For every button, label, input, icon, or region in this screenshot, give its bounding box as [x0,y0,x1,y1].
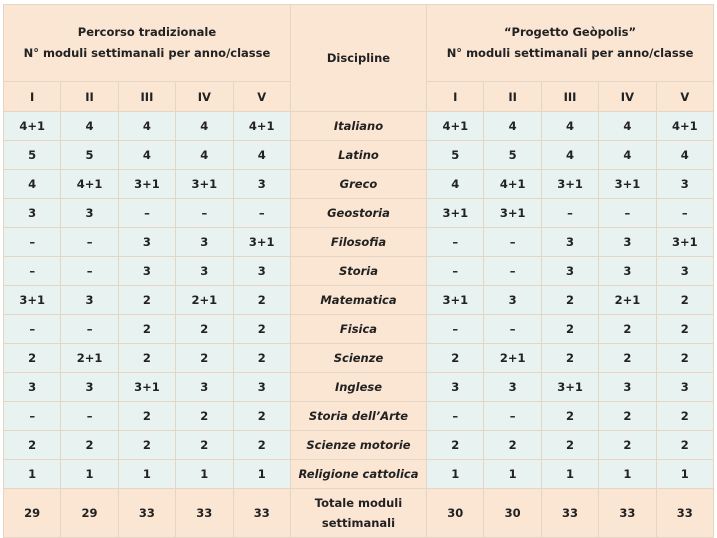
geopolis-cell: 3 [541,257,598,286]
geopolis-cell: 2 [599,402,656,431]
geopolis-cell: 3 [541,228,598,257]
traditional-title: Percorso tradizionale [77,25,217,39]
geo-year-2: II [484,82,541,112]
total-row [4,489,714,538]
table-row [4,431,714,460]
geopolis-cell: 33 [656,489,713,538]
geopolis-cell: 2 [484,431,541,460]
traditional-subtitle: N° moduli settimanali per anno/classe [23,46,271,60]
geopolis-cell: 4 [541,141,598,170]
traditional-cell: – [4,257,61,286]
geopolis-cell: 2 [599,431,656,460]
traditional-cell: – [61,228,118,257]
geopolis-cell: 2 [656,344,713,373]
geopolis-cell: 3+1 [427,286,484,315]
geopolis-cell: 2 [656,315,713,344]
geopolis-cell: 2 [541,315,598,344]
traditional-cell: 3 [176,257,233,286]
traditional-cell: 2+1 [176,286,233,315]
geopolis-cell: 33 [541,489,598,538]
discipline-name: Storia [290,257,426,286]
table-row [4,141,714,170]
traditional-cell: 2 [118,344,175,373]
geopolis-header [427,5,714,82]
geopolis-cell: 3 [599,373,656,402]
traditional-cell: 2 [118,286,175,315]
traditional-cell: 3 [118,228,175,257]
geopolis-cell: 3+1 [541,170,598,199]
geopolis-cell: 4+1 [484,170,541,199]
traditional-cell: 3 [176,228,233,257]
discipline-name: Geostoria [290,199,426,228]
geopolis-cell: 2+1 [599,286,656,315]
traditional-cell: 33 [176,489,233,538]
geopolis-cell: 4+1 [656,112,713,141]
geopolis-cell: 2 [656,286,713,315]
geopolis-cell: 2 [541,402,598,431]
traditional-cell: 5 [61,141,118,170]
discipline-name: Filosofia [290,228,426,257]
traditional-cell: 2 [4,431,61,460]
traditional-cell: 2 [118,431,175,460]
curriculum-table [3,4,714,538]
geopolis-cell: 3+1 [656,228,713,257]
traditional-cell: 2 [233,315,290,344]
traditional-cell: – [4,402,61,431]
traditional-cell: – [4,315,61,344]
geopolis-cell: 2 [599,315,656,344]
traditional-cell: 4+1 [4,112,61,141]
geopolis-cell: 3 [656,257,713,286]
traditional-cell: 2 [176,431,233,460]
traditional-cell: 2 [233,286,290,315]
header-row [4,5,714,82]
traditional-cell: 4 [118,141,175,170]
traditional-cell: – [176,199,233,228]
discipline-name: Latino [290,141,426,170]
traditional-cell: – [61,257,118,286]
traditional-cell: 3+1 [4,286,61,315]
geopolis-cell: 4 [599,112,656,141]
traditional-cell: 33 [118,489,175,538]
discipline-name: Storia dell’Arte [290,402,426,431]
geopolis-cell: 2 [541,431,598,460]
geopolis-cell: 1 [484,460,541,489]
geopolis-cell: 3 [484,286,541,315]
table-body [4,112,714,538]
traditional-cell: 4+1 [61,170,118,199]
geopolis-cell: 1 [427,460,484,489]
traditional-cell: 29 [61,489,118,538]
geo-year-5: V [656,82,713,112]
geopolis-cell: 3 [599,228,656,257]
traditional-cell: 1 [4,460,61,489]
traditional-cell: 2 [233,344,290,373]
traditional-cell: 1 [176,460,233,489]
geopolis-cell: 2 [656,431,713,460]
traditional-cell: 3+1 [118,373,175,402]
geo-year-3: III [541,82,598,112]
geopolis-cell: 2 [541,286,598,315]
traditional-cell: 4 [176,141,233,170]
discipline-name: Inglese [290,373,426,402]
traditional-cell: 1 [61,460,118,489]
geopolis-cell: 1 [599,460,656,489]
geopolis-cell: 5 [484,141,541,170]
table-row [4,170,714,199]
traditional-cell: 2 [176,315,233,344]
traditional-cell: 1 [233,460,290,489]
discipline-name: Italiano [290,112,426,141]
geopolis-cell: 30 [427,489,484,538]
traditional-cell: 3 [61,199,118,228]
table-row [4,228,714,257]
trad-year-4: IV [176,82,233,112]
geopolis-cell: 3 [599,257,656,286]
discipline-name: Greco [290,170,426,199]
geopolis-cell: 33 [599,489,656,538]
geopolis-cell: 3+1 [541,373,598,402]
geo-year-1: I [427,82,484,112]
traditional-cell: 3 [176,373,233,402]
geopolis-cell: 30 [484,489,541,538]
geopolis-cell: 4+1 [427,112,484,141]
table-row [4,199,714,228]
total-label-line1: Totale moduli [314,496,403,510]
geopolis-cell: 3+1 [427,199,484,228]
geopolis-cell: 5 [427,141,484,170]
table-row [4,286,714,315]
traditional-cell: 2 [4,344,61,373]
geopolis-title: “Progetto Geòpolis” [504,25,637,39]
traditional-cell: 2 [176,344,233,373]
traditional-cell: 3 [118,257,175,286]
geopolis-cell: 3 [656,373,713,402]
geopolis-cell: 4 [484,112,541,141]
geopolis-cell: 3 [656,170,713,199]
traditional-header [4,5,291,82]
geopolis-cell: – [599,199,656,228]
table-row [4,112,714,141]
trad-year-1: I [4,82,61,112]
table-row [4,344,714,373]
geopolis-cell: – [484,402,541,431]
geopolis-cell: 3+1 [484,199,541,228]
traditional-cell: 2 [118,315,175,344]
discipline-name: Scienze motorie [290,431,426,460]
geopolis-cell: – [484,257,541,286]
traditional-cell: – [4,228,61,257]
traditional-cell: 3+1 [233,228,290,257]
geopolis-cell: – [427,402,484,431]
trad-year-3: III [118,82,175,112]
geopolis-subtitle: N° moduli settimanali per anno/classe [446,46,694,60]
geopolis-cell: 3 [427,373,484,402]
geopolis-cell: 4 [599,141,656,170]
traditional-cell: 4+1 [233,112,290,141]
total-label-line2: settimanali [321,516,396,530]
traditional-cell: 3+1 [118,170,175,199]
traditional-cell: – [233,199,290,228]
geopolis-cell: – [427,257,484,286]
geopolis-cell: 2 [541,344,598,373]
traditional-cell: 3 [233,373,290,402]
disciplines-header: Discipline [290,5,426,112]
geopolis-cell: 2 [599,344,656,373]
traditional-cell: – [61,315,118,344]
traditional-cell: 3 [233,170,290,199]
traditional-cell: 29 [4,489,61,538]
trad-year-5: V [233,82,290,112]
traditional-cell: 4 [176,112,233,141]
traditional-cell: – [118,199,175,228]
traditional-cell: 4 [118,112,175,141]
table-row [4,402,714,431]
traditional-cell: 4 [61,112,118,141]
discipline-name: Scienze [290,344,426,373]
geopolis-cell: 1 [541,460,598,489]
geopolis-cell: 4 [541,112,598,141]
table-row [4,373,714,402]
traditional-cell: 5 [4,141,61,170]
geopolis-cell: 3+1 [599,170,656,199]
geopolis-cell: 2 [427,344,484,373]
traditional-cell: 1 [118,460,175,489]
geopolis-cell: – [656,199,713,228]
traditional-cell: 3+1 [176,170,233,199]
traditional-cell: 3 [4,373,61,402]
geopolis-cell: 2+1 [484,344,541,373]
traditional-cell: 2 [176,402,233,431]
discipline-name: Religione cattolica [290,460,426,489]
geopolis-cell: 4 [656,141,713,170]
traditional-cell: 2+1 [61,344,118,373]
total-label [290,489,426,538]
discipline-name: Fisica [290,315,426,344]
traditional-cell: – [61,402,118,431]
geopolis-cell: – [484,315,541,344]
traditional-cell: 2 [233,402,290,431]
geopolis-cell: – [427,228,484,257]
trad-year-2: II [61,82,118,112]
traditional-cell: 2 [118,402,175,431]
table-row [4,257,714,286]
geopolis-cell: 4 [427,170,484,199]
traditional-cell: 2 [61,431,118,460]
table-row [4,315,714,344]
geopolis-cell: 2 [427,431,484,460]
geo-year-4: IV [599,82,656,112]
traditional-cell: 33 [233,489,290,538]
geopolis-cell: – [484,228,541,257]
traditional-cell: 3 [233,257,290,286]
traditional-cell: 4 [4,170,61,199]
discipline-name: Matematica [290,286,426,315]
geopolis-cell: 1 [656,460,713,489]
geopolis-cell: 3 [484,373,541,402]
table-row [4,460,714,489]
traditional-cell: 3 [4,199,61,228]
geopolis-cell: 2 [656,402,713,431]
traditional-cell: 3 [61,373,118,402]
geopolis-cell: – [427,315,484,344]
geopolis-cell: – [541,199,598,228]
traditional-cell: 2 [233,431,290,460]
traditional-cell: 3 [61,286,118,315]
traditional-cell: 4 [233,141,290,170]
